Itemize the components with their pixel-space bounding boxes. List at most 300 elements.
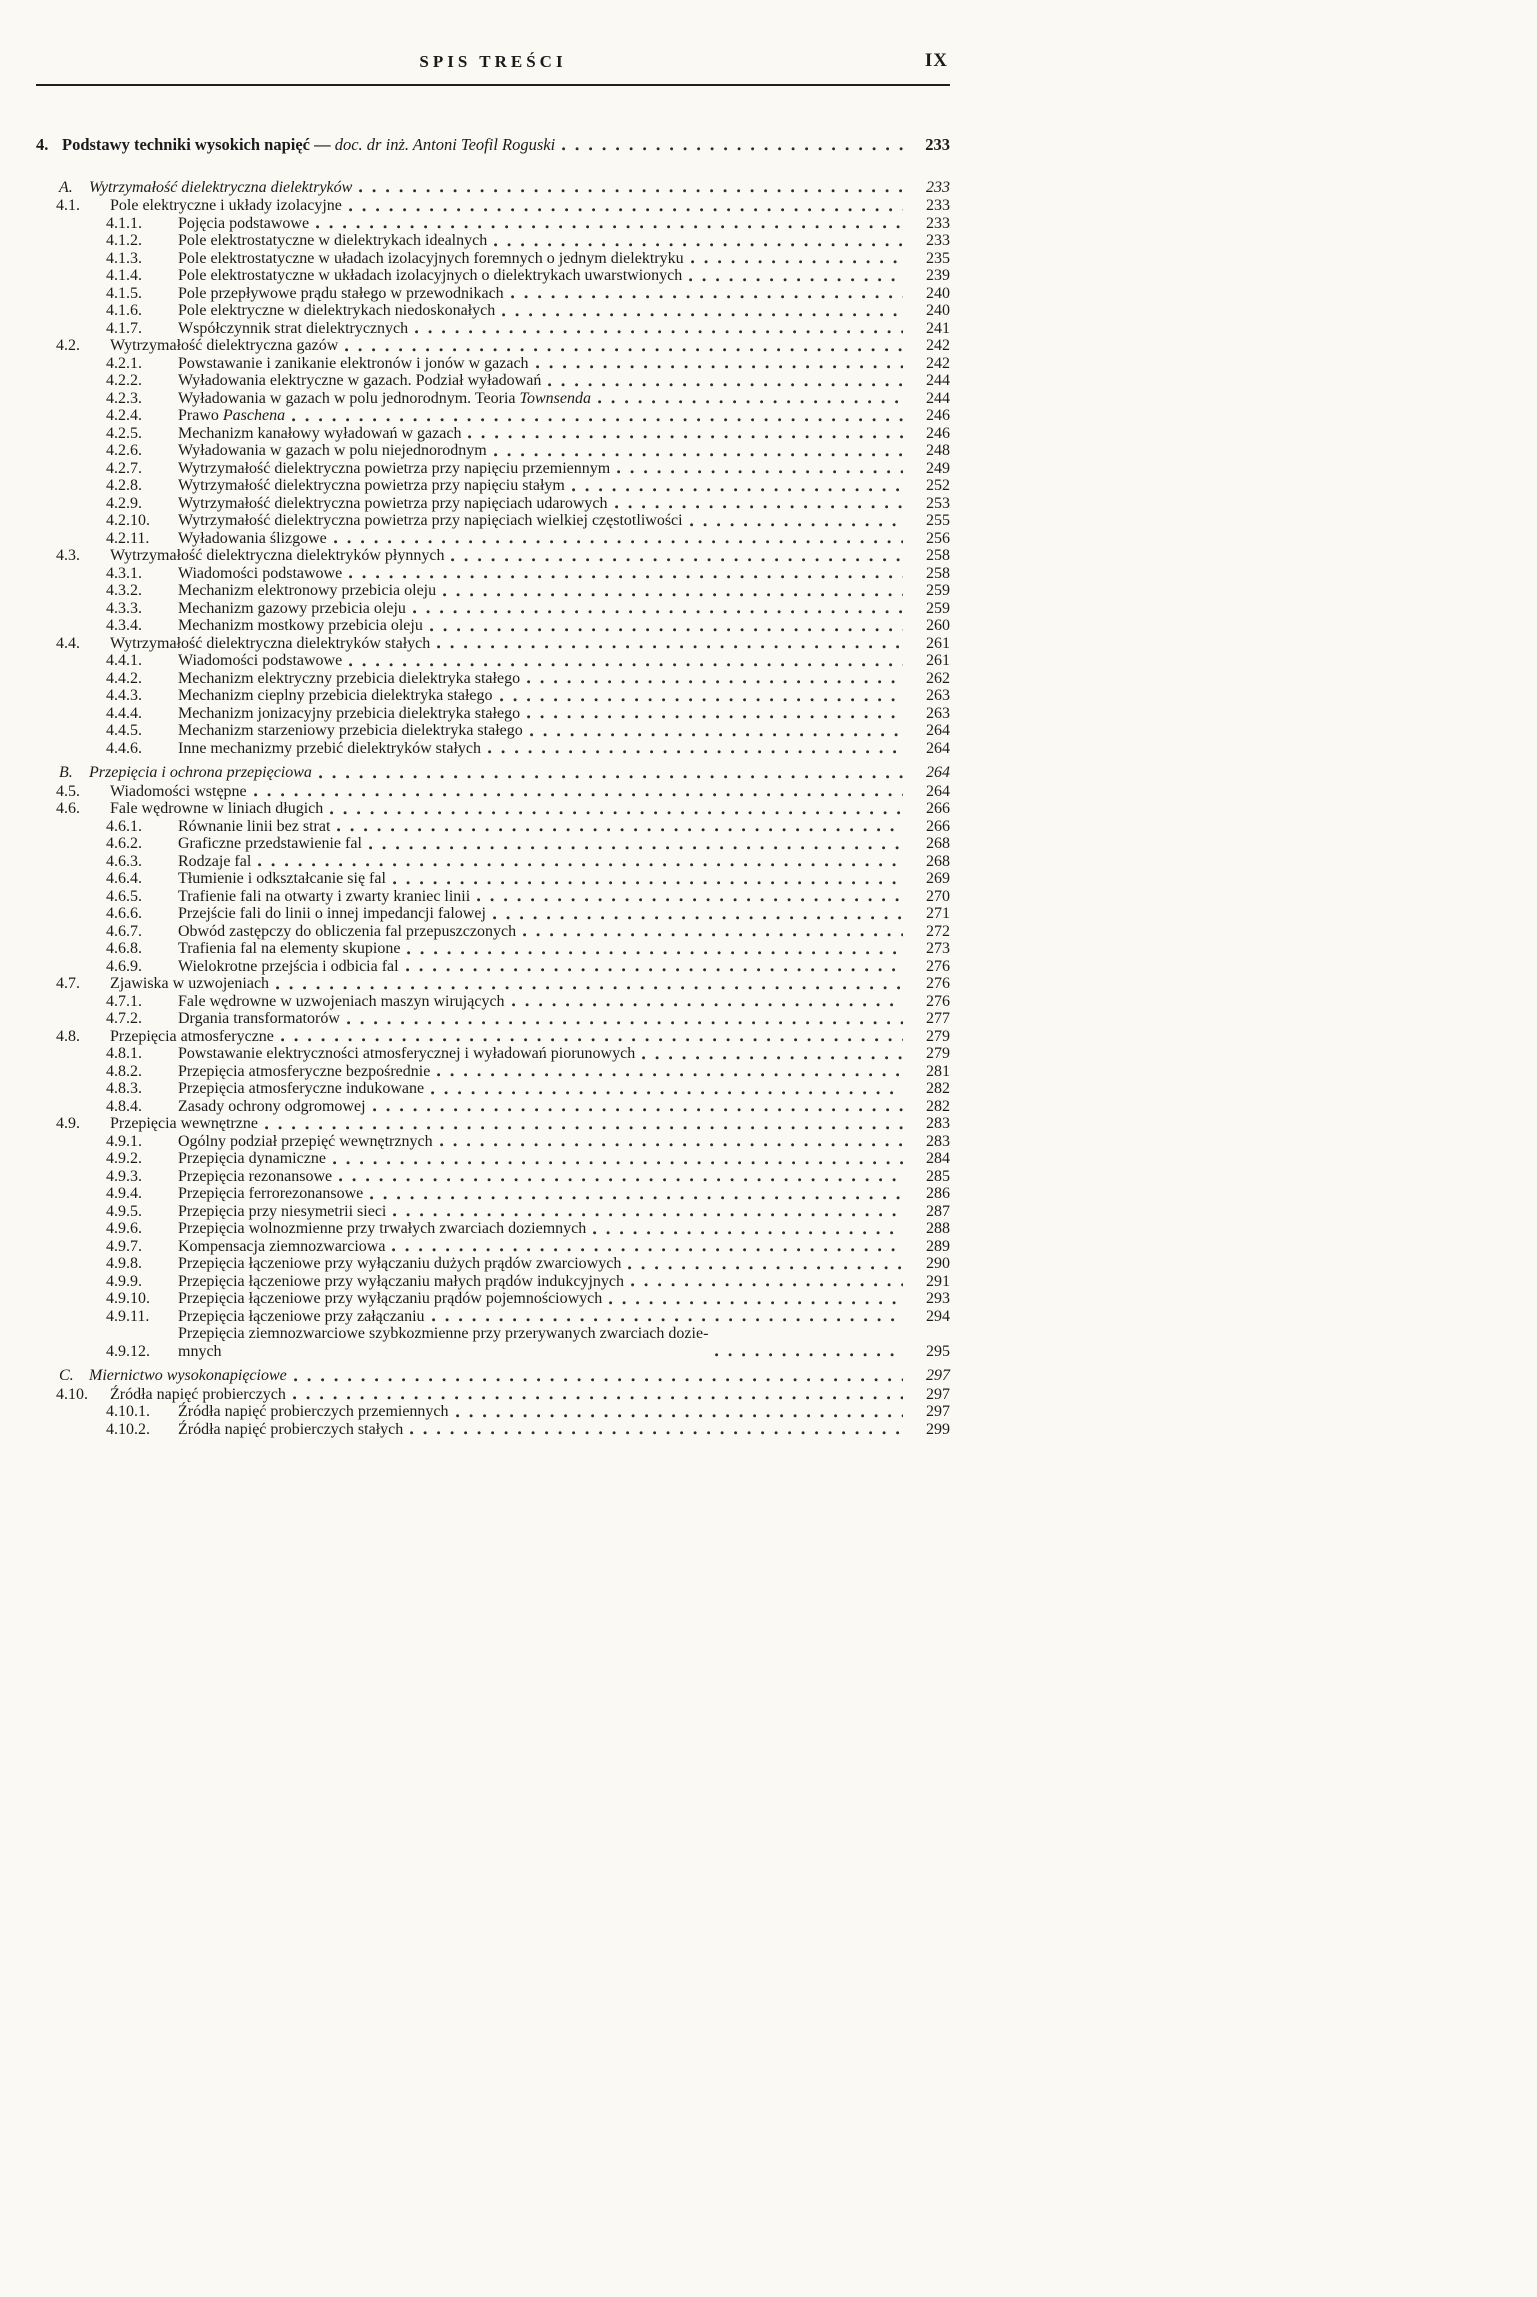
entry-page: 244: [926, 372, 950, 389]
toc-entry: [59, 764, 950, 782]
entry-title: Trafienia fal na elementy skupione: [178, 940, 401, 957]
page-content: [36, 52, 950, 1438]
toc-entry: [106, 530, 950, 548]
entry-number: 4.7.1.: [106, 992, 142, 1010]
entry-number: 4.7.: [56, 975, 80, 992]
toc-entry: [106, 442, 950, 460]
entry-number: 4.2.4.: [106, 407, 142, 424]
entry-number: 4.2.11.: [106, 529, 150, 547]
entry-number: 4.8.: [56, 1027, 80, 1045]
entry-page: 284: [926, 1150, 950, 1167]
entry-page: 261: [926, 634, 950, 652]
toc-entry: [106, 565, 950, 583]
entry-page: 283: [926, 1132, 950, 1150]
entry-title: Ogólny podział przepięć wewnętrznych: [178, 1132, 433, 1150]
toc-entry: [106, 1185, 950, 1203]
entry-title: Wytrzymałość dielektryczna powietrza przy napięciu stałym: [178, 477, 565, 494]
entry-title: Wielokrotne przejścia i odbicia fal: [178, 957, 399, 975]
entry-title: Zasady ochrony odgromowej: [178, 1097, 366, 1115]
entry-page: 277: [926, 1010, 950, 1027]
toc-entry: [106, 285, 950, 303]
entry-number: 4.9.7.: [106, 1237, 142, 1255]
entry-title: Przepięcia łączeniowe przy wyłączaniu dużych prądów zwarciowych: [178, 1255, 622, 1272]
toc-entry: [106, 1080, 950, 1098]
chapter-title: [62, 136, 555, 154]
dot-leader: [265, 1126, 903, 1130]
entry-title: Obwód zastępczy do obliczenia fal przepuszczonych: [178, 922, 517, 940]
entry-number: 4.2.: [56, 337, 80, 354]
dot-leader: [536, 365, 903, 369]
entry-title: Przepięcia atmosferyczne indukowane: [178, 1080, 425, 1097]
entry-title: Przepięcia przy niesymetrii sieci: [178, 1202, 387, 1220]
toc-entry: [106, 477, 950, 495]
dot-leader: [369, 846, 903, 850]
entry-title: Fale wędrowne w liniach długich: [110, 800, 324, 817]
entry-number: 4.1.4.: [106, 267, 142, 284]
entry-number: 4.4.4.: [106, 704, 142, 722]
entry-title: Wyładowania ślizgowe: [178, 529, 327, 547]
entry-title: Drgania transformatorów: [178, 1010, 340, 1027]
dot-leader: [258, 863, 903, 867]
dot-leader: [548, 383, 903, 387]
entry-number: B.: [59, 764, 73, 781]
entry-number: 4.6.2.: [106, 835, 142, 852]
entry-number: 4.3.: [56, 547, 80, 564]
entry-page: 295: [926, 1342, 950, 1360]
toc-entry: [106, 232, 950, 250]
dot-leader: [281, 1038, 903, 1042]
dot-leader: [494, 453, 903, 457]
toc-entry: [106, 853, 950, 871]
entry-page: 293: [926, 1290, 950, 1307]
entry-title: Przepięcia wewnętrzne: [110, 1115, 258, 1132]
entry-number: 4.9.10.: [106, 1290, 150, 1307]
chapter-heading: [36, 136, 950, 154]
entry-page: 268: [926, 852, 950, 870]
dot-leader: [334, 540, 903, 544]
entry-title: Wytrzymałość dielektryczna dielektryków płynnych: [110, 547, 445, 564]
entry-page: 241: [926, 319, 950, 337]
entry-number: 4.9.3.: [106, 1167, 142, 1185]
dot-leader: [494, 243, 903, 247]
entry-number: 4.2.3.: [106, 389, 142, 407]
entry-title: Powstawanie i zanikanie elektronów i jonów w gazach: [178, 354, 529, 372]
entry-page: 244: [926, 389, 950, 407]
entry-number: 4.4.5.: [106, 722, 142, 739]
dot-leader: [431, 1091, 903, 1095]
dot-leader: [392, 1248, 903, 1252]
toc-entry: [106, 1308, 950, 1326]
dot-leader: [617, 470, 903, 474]
toc-entry: [106, 993, 950, 1011]
entry-title: Fale wędrowne w uzwojeniach maszyn wirujących: [178, 992, 505, 1010]
entry-title: Mechanizm elektronowy przebicia oleju: [178, 582, 437, 599]
toc-entry: [106, 1255, 950, 1273]
toc-entry: [106, 1150, 950, 1168]
entry-title: Wytrzymałość dielektryczna powietrza przy napięciu przemiennym: [178, 459, 611, 477]
entry-title: Wiadomości podstawowe: [178, 652, 343, 669]
entry-page: 270: [926, 887, 950, 905]
entry-title: Źródła napięć probierczych stałych: [178, 1420, 404, 1438]
page-number-roman: IX: [924, 50, 948, 71]
entry-title: Równanie linii bez strat: [178, 817, 331, 835]
entry-number: 4.9.1.: [106, 1132, 142, 1150]
dot-leader: [511, 295, 903, 299]
entry-page: 279: [926, 1045, 950, 1062]
entry-number: 4.6.9.: [106, 957, 142, 975]
entry-page: 266: [926, 817, 950, 835]
entry-number: 4.4.6.: [106, 739, 142, 757]
entry-page: 263: [926, 704, 950, 722]
entry-title: Mechanizm jonizacyjny przebicia dielektryka stałego: [178, 704, 521, 722]
dot-leader: [488, 750, 903, 754]
entry-number: 4.9.6.: [106, 1220, 142, 1237]
entry-page: 290: [926, 1255, 950, 1272]
entry-number: 4.1.3.: [106, 249, 142, 267]
toc-entry: [106, 740, 950, 758]
toc-entry: [106, 617, 950, 635]
entry-title: Pole elektryczne w dielektrykach niedoskonałych: [178, 302, 496, 319]
entry-page: 272: [926, 922, 950, 940]
entry-title: Inne mechanizmy przebić dielektryków stałych: [178, 739, 481, 757]
entry-title: Przepięcia łączeniowe przy wyłączaniu prądów pojemnościowych: [178, 1290, 603, 1307]
entry-number: 4.3.4.: [106, 617, 142, 634]
entry-page: 242: [926, 354, 950, 372]
dot-leader: [393, 881, 903, 885]
toc-entry: [56, 337, 950, 355]
toc-entry: [106, 425, 950, 443]
entry-number: 4.9.4.: [106, 1185, 142, 1202]
dot-leader: [527, 680, 903, 684]
toc-entry: [106, 905, 950, 923]
toc-entry: [106, 705, 950, 723]
entry-title: Wytrzymałość dielektryczna dielektryków: [89, 178, 353, 196]
dot-leader: [432, 1318, 903, 1322]
toc-entry: [106, 1203, 950, 1221]
toc-entry: [106, 495, 950, 513]
entry-title: Wiadomości wstępne: [110, 782, 247, 800]
entry-number: 4.2.1.: [106, 354, 142, 372]
entry-number: 4.1.: [56, 197, 80, 214]
chapter-page: 233: [925, 135, 950, 154]
dot-leader: [527, 715, 903, 719]
dot-leader: [437, 1073, 903, 1077]
dot-leader: [393, 1213, 903, 1217]
entry-page: 263: [926, 687, 950, 704]
toc-entry: [106, 407, 950, 425]
entry-title: Wiadomości podstawowe: [178, 564, 343, 582]
entry-number: 4.2.10.: [106, 512, 150, 529]
entry-number: 4.8.2.: [106, 1062, 142, 1080]
entry-title: Współczynnik strat dielektrycznych: [178, 319, 409, 337]
entry-page: 246: [926, 407, 950, 424]
entry-title: Przepięcia łączeniowe przy wyłączaniu małych prądów indukcyjnych: [178, 1272, 625, 1290]
entry-title: Przepięcia łączeniowe przy załączaniu: [178, 1307, 425, 1325]
toc-entry: [106, 722, 950, 740]
toc-entry: [106, 582, 950, 600]
entry-number: 4.9.9.: [106, 1272, 142, 1290]
entry-page: 266: [926, 800, 950, 817]
page-title: SPIS TREŚCI: [419, 52, 567, 71]
toc-entry: [106, 267, 950, 285]
entry-page: 288: [926, 1220, 950, 1237]
dot-leader: [410, 1431, 903, 1435]
entry-page: 273: [926, 940, 950, 957]
entry-title: Tłumienie i odkształcanie się fal: [178, 870, 386, 887]
toc-entry: [106, 1290, 950, 1308]
toc-entry: [106, 1098, 950, 1116]
entry-page: 264: [926, 764, 950, 781]
dot-leader: [330, 811, 903, 815]
entry-page: 253: [926, 494, 950, 512]
entry-page: 249: [926, 459, 950, 477]
entry-page: 239: [926, 267, 950, 284]
entry-number: 4.6.: [56, 800, 80, 817]
entry-page: 297: [926, 1367, 950, 1384]
entry-page: 297: [926, 1403, 950, 1420]
dot-leader: [530, 733, 903, 737]
dot-leader: [337, 828, 903, 832]
toc-entry: [56, 1115, 950, 1133]
toc-entry: [106, 1063, 950, 1081]
toc-entry: [106, 1220, 950, 1238]
entry-title: Źródła napięć probierczych: [110, 1385, 286, 1403]
entry-title: Prawo Paschena: [178, 407, 286, 424]
dot-leader: [715, 1353, 903, 1357]
toc-entry: [56, 800, 950, 818]
dot-leader: [254, 793, 903, 797]
entry-page: 233: [926, 197, 950, 214]
toc-entry: [106, 1421, 950, 1439]
entry-number: 4.10.1.: [106, 1403, 150, 1420]
entry-number: 4.10.: [56, 1385, 88, 1403]
entry-number: 4.6.5.: [106, 887, 142, 905]
toc-entry: [106, 1133, 950, 1151]
entry-title: Wytrzymałość dielektryczna gazów: [110, 337, 339, 354]
entry-page: 268: [926, 835, 950, 852]
entry-title: Pole elektrostatyczne w układach izolacyjnych o dielektrykach uwarstwionych: [178, 267, 683, 284]
entry-page: 287: [926, 1202, 950, 1220]
entry-title: Graficzne przedstawienie fal: [178, 835, 362, 852]
entry-title: Wyładowania w gazach w polu jednorodnym. Teoria Townsenda: [178, 389, 591, 407]
dot-leader: [456, 1414, 903, 1418]
toc-entry: [106, 1273, 950, 1291]
entry-number: 4.6.3.: [106, 852, 142, 870]
entry-page: 261: [926, 652, 950, 669]
entry-title: Pole elektrostatyczne w dielektrykach idealnych: [178, 232, 488, 249]
entry-page: 260: [926, 617, 950, 634]
toc-entry: [56, 197, 950, 215]
entry-title: Przepięcia ferrorezonansowe: [178, 1185, 364, 1202]
entry-title: Rodzaje fal: [178, 852, 252, 870]
toc-entry: [106, 512, 950, 530]
entry-number: 4.8.1.: [106, 1045, 142, 1062]
dot-leader: [689, 278, 903, 282]
entry-title: Wytrzymałość dielektryczna powietrza przy napięciach udarowych: [178, 494, 608, 512]
dot-leader: [407, 951, 903, 955]
entry-page: 255: [926, 512, 950, 529]
entry-page: 271: [926, 905, 950, 922]
entry-title: Pole przepływowe prądu stałego w przewodnikach: [178, 284, 504, 302]
dot-leader: [609, 1301, 903, 1305]
dot-leader: [349, 663, 903, 667]
dot-leader: [339, 1178, 903, 1182]
dot-leader: [349, 208, 903, 212]
entry-title: Przepięcia i ochrona przepięciowa: [89, 764, 312, 781]
entry-number: 4.9.5.: [106, 1202, 142, 1220]
entry-number: 4.3.2.: [106, 582, 142, 599]
entry-title: Mechanizm kanałowy wyładowań w gazach: [178, 424, 462, 442]
dot-leader: [413, 610, 903, 614]
entry-number: 4.9.: [56, 1115, 80, 1132]
entry-title: Wyładowania elektryczne w gazach. Podział wyładowań: [178, 372, 542, 389]
dot-leader: [319, 775, 903, 779]
entry-page: 279: [926, 1027, 950, 1045]
entry-title: Przejście fali do linii o innej impedancji falowej: [178, 905, 486, 922]
toc-entry: [106, 923, 950, 941]
toc-entry: [106, 1168, 950, 1186]
entry-number: 4.2.7.: [106, 459, 142, 477]
entry-number: 4.6.8.: [106, 940, 142, 957]
dot-leader: [359, 189, 903, 193]
entry-number: A.: [59, 178, 73, 196]
entry-number: 4.6.1.: [106, 817, 142, 835]
toc-entry: [106, 1238, 950, 1256]
dot-leader: [440, 1143, 903, 1147]
entry-title: Mechanizm starzeniowy przebicia dielektryka stałego: [178, 722, 523, 739]
entry-title: Powstawanie elektryczności atmosferycznej i wyładowań piorunowych: [178, 1045, 636, 1062]
entry-title: Mechanizm mostkowy przebicia oleju: [178, 617, 423, 634]
entry-page: 289: [926, 1237, 950, 1255]
toc-entry: [106, 652, 950, 670]
toc-list: [36, 179, 950, 1439]
entry-title: Wyładowania w gazach w polu niejednorodnym: [178, 442, 487, 459]
entry-title: Pojęcia podstawowe: [178, 214, 310, 232]
dot-leader: [691, 260, 903, 264]
entry-number: 4.8.3.: [106, 1080, 142, 1097]
entry-number: 4.10.2.: [106, 1420, 150, 1438]
toc-entry: [106, 600, 950, 618]
entry-title: Przepięcia ziemnozwarciowe szybkozmienne przy przerywanych zwarciach dozie- mnych: [178, 1325, 709, 1360]
dot-leader: [468, 435, 903, 439]
entry-page: 259: [926, 599, 950, 617]
entry-page: 240: [926, 284, 950, 302]
entry-number: 4.9.2.: [106, 1150, 142, 1167]
toc-entry: [106, 215, 950, 233]
entry-number: 4.3.1.: [106, 564, 142, 582]
entry-number: 4.2.8.: [106, 477, 142, 494]
entry-title: Kompensacja ziemnozwarciowa: [178, 1237, 386, 1255]
entry-page: 242: [926, 337, 950, 354]
entry-number: 4.2.6.: [106, 442, 142, 459]
entry-title: Pole elektryczne i układy izolacyjne: [110, 197, 342, 214]
entry-number: 4.4.2.: [106, 669, 142, 687]
entry-page: 282: [926, 1097, 950, 1115]
entry-number: 4.9.8.: [106, 1255, 142, 1272]
entry-number: 4.4.1.: [106, 652, 142, 669]
toc-entry: [106, 460, 950, 478]
entry-page: 235: [926, 249, 950, 267]
entry-title: Mechanizm gazowy przebicia oleju: [178, 599, 406, 617]
toc-entry: [106, 1325, 950, 1360]
entry-title: Przepięcia wolnozmienne przy trwałych zwarciach doziemnych: [178, 1220, 587, 1237]
dot-leader: [631, 1283, 903, 1287]
entry-number: 4.6.7.: [106, 922, 142, 940]
toc-entry: [106, 355, 950, 373]
dot-leader: [512, 1003, 903, 1007]
entry-page: 269: [926, 870, 950, 887]
header-rule: [36, 84, 950, 86]
dot-leader: [593, 1231, 903, 1235]
dot-leader: [502, 313, 903, 317]
dot-leader: [493, 916, 903, 920]
entry-page: 297: [926, 1385, 950, 1403]
entry-page: 281: [926, 1062, 950, 1080]
entry-number: 4.2.9.: [106, 494, 142, 512]
entry-number: 4.1.7.: [106, 319, 142, 337]
toc-entry: [56, 975, 950, 993]
chapter-title-text: Podstawy techniki wysokich napięć —: [62, 135, 335, 154]
dot-leader: [523, 933, 903, 937]
entry-title: Miernictwo wysokonapięciowe: [89, 1367, 287, 1384]
entry-number: 4.8.4.: [106, 1097, 142, 1115]
entry-title: Zjawiska w uzwojeniach: [110, 975, 270, 992]
entry-page: 276: [926, 992, 950, 1010]
entry-number: 4.1.1.: [106, 214, 142, 232]
toc-entry: [56, 547, 950, 565]
entry-page: 233: [926, 214, 950, 232]
entry-page: 282: [926, 1080, 950, 1097]
entry-page: 240: [926, 302, 950, 319]
entry-page: 258: [926, 564, 950, 582]
entry-number: 4.6.6.: [106, 905, 142, 922]
entry-page: 276: [926, 975, 950, 992]
dot-leader: [294, 1378, 903, 1382]
entry-number: 4.1.6.: [106, 302, 142, 319]
dot-leader: [292, 418, 903, 422]
dot-leader: [628, 1266, 903, 1270]
dot-leader: [451, 558, 903, 562]
entry-page: 276: [926, 957, 950, 975]
dot-leader: [443, 593, 903, 597]
toc-entry: [106, 372, 950, 390]
entry-title: Przepięcia rezonansowe: [178, 1167, 333, 1185]
dot-leader: [349, 575, 903, 579]
entry-page: 264: [926, 722, 950, 739]
toc-entry: [106, 302, 950, 320]
toc-entry: [106, 687, 950, 705]
toc-entry: [106, 818, 950, 836]
entry-page: 299: [926, 1420, 950, 1438]
dot-leader: [293, 1396, 903, 1400]
entry-number: 4.1.2.: [106, 232, 142, 249]
entry-number: C.: [59, 1367, 74, 1384]
entry-page: 264: [926, 782, 950, 800]
toc-entry: [106, 320, 950, 338]
toc-entry: [106, 1045, 950, 1063]
dot-leader: [500, 698, 903, 702]
dot-leader: [690, 523, 903, 527]
entry-number: 4.2.5.: [106, 424, 142, 442]
toc-entry: [106, 250, 950, 268]
entry-page: 264: [926, 739, 950, 757]
chapter-number: 4.: [36, 135, 49, 154]
entry-number: 4.9.12.: [106, 1342, 150, 1360]
toc-entry: [59, 179, 950, 197]
entry-number: 4.4.: [56, 634, 80, 652]
entry-title: Przepięcia atmosferyczne: [110, 1027, 274, 1045]
toc-entry: [106, 670, 950, 688]
